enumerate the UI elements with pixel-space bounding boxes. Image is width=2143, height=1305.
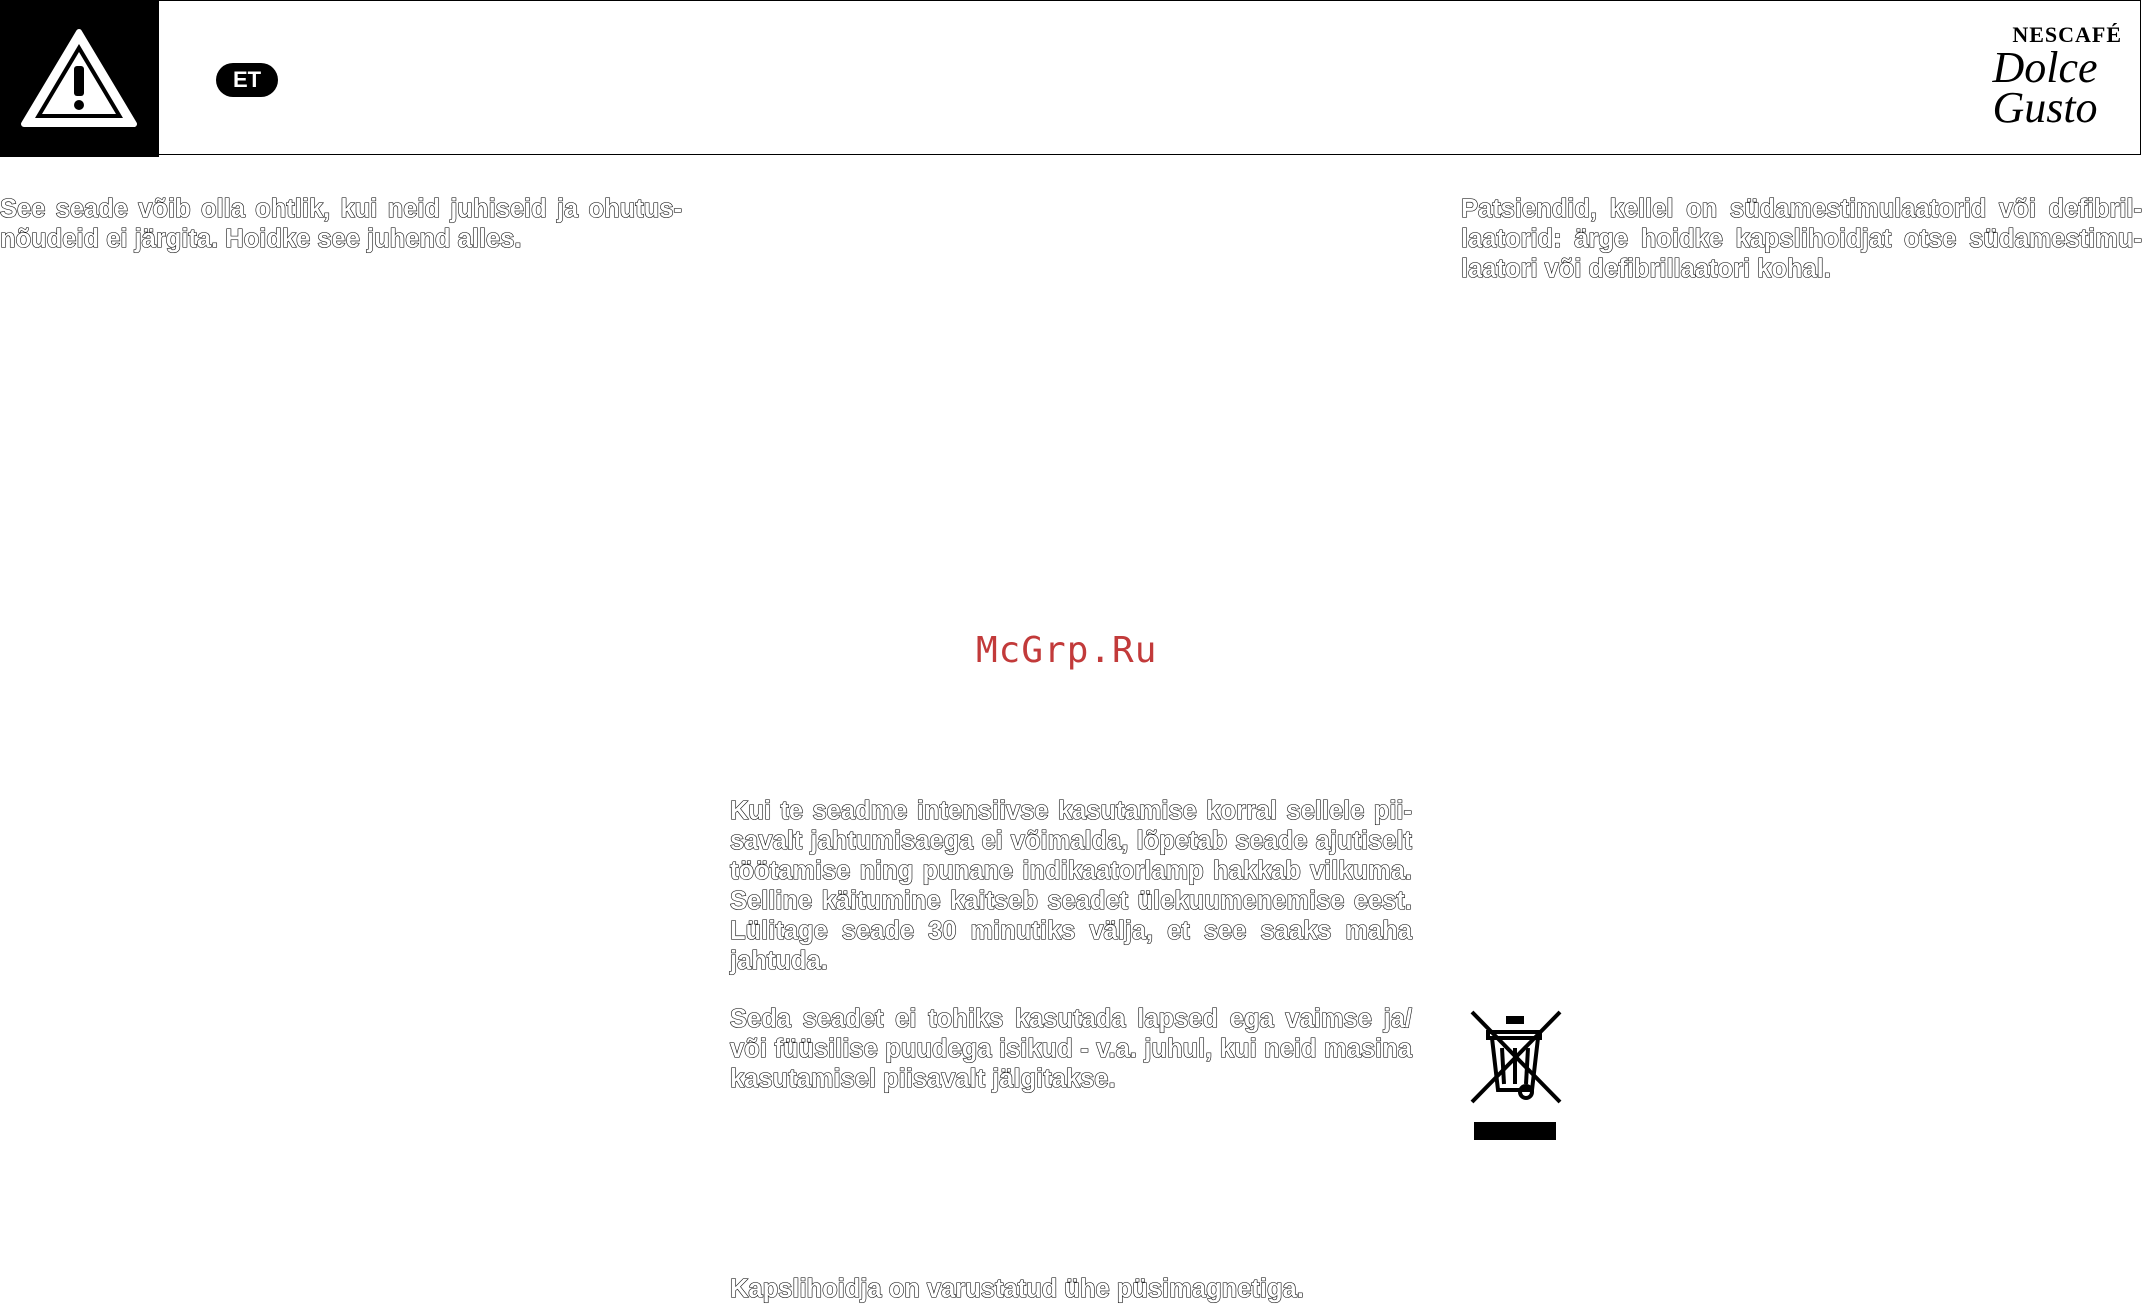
language-badge: ET [216,63,278,97]
pacemaker-warning-paragraph [1461,194,2142,284]
watermark: McGrp.Ru [976,630,1158,671]
brand-line3: Gusto [1992,83,2098,132]
brand-line2: Dolce [1992,43,2098,92]
brand-logo [1960,22,2130,140]
overheating-text: Kui te seadme intensiivse kasutamise korral sellele pii-savalt jahtumisaega ei võimalda, lõpetab seade ajutiselt töötamise ning punane indikaatorlamp hakkab vilkuma. Selline käitumine kaitseb seadet ülekuumenemise eest. Lülitage seade 30 minutiks välja, et see saaks maha jahtuda. [730,797,1412,975]
children-warning-paragraph [730,1004,1412,1094]
warning-triangle-icon [18,26,140,130]
brand-line1: NESCAFÉ [2012,22,2122,47]
magnet-paragraph [730,1274,1412,1304]
children-warning-text: Seda seadet ei tohiks kasutada lapsed ega vaimse ja/ või füüsilise puudega isikud - v.a. juhul, kui neid masina kasutamisel piisavalt jälgitakse. [730,1005,1412,1093]
crossed-out-wheelie-bin-icon [1468,1008,1564,1144]
overheating-paragraph [730,796,1412,976]
page-header [0,0,2141,155]
safety-warning-text: See seade võib olla ohtlik, kui neid juhiseid ja ohutus-nõudeid ei järgita. Hoidke see juhend alles. [0,195,682,253]
warning-box [0,0,159,157]
pacemaker-warning-text: Patsiendid, kellel on südamestimulaatorid või defibril-laatorid: ärge hoidke kapslihoidjat otse südamestimu-laatori või defibrillaatori kohal. [1461,195,2142,283]
magnet-text: Kapslihoidja on varustatud ühe püsimagnetiga. [730,1275,1304,1303]
safety-warning-paragraph [0,194,682,254]
